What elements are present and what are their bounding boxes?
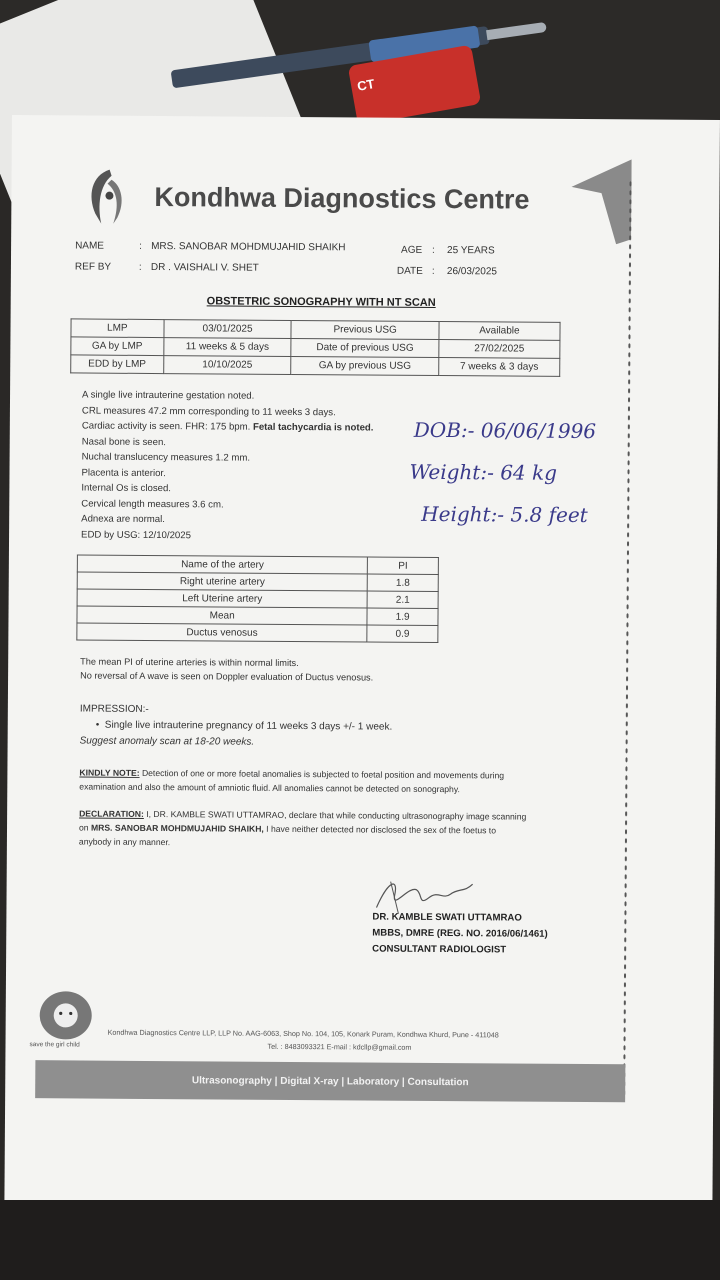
desk-background-bottom [0,1200,720,1280]
footer-address: Kondhwa Diagnostics Centre LLP, LLP No. AAG-6063, Shop No. 104, 105, Konark Puram, Kondhwa Khurd, Pune - 411048 [107,1027,499,1040]
impression-section [80,701,393,751]
pen-tip [486,22,547,40]
doppler-notes [80,654,373,684]
kindly-note [79,765,504,796]
declaration-text-3: anybody in any manner. [78,836,171,848]
table-cell: 03/01/2025 [164,320,292,339]
table-cell: LMP [71,319,164,338]
artery-name: Right uterine artery [77,572,367,591]
impression-text: Single live intrauterine pregnancy of 11 weeks 3 days +/- 1 week. [104,719,393,733]
bullet-icon: • [95,719,105,731]
referring-doctor: DR . VAISHALI V. SHET [150,261,259,274]
ref-colon: : [138,261,142,273]
patient-age: 25 YEARS [447,245,495,257]
kindly-note-label: KINDLY NOTE: [79,767,140,778]
kindly-note-text: Detection of one or more foetal anomalies is subjected to foetal position and movements during [139,767,505,781]
finding-line: Cervical length measures 3.6 cm. [81,497,224,510]
table-row [71,355,560,376]
footer-services: Ultrasonography | Digital X-ray | Laboratory | Consultation [191,1074,469,1088]
findings-list [81,387,374,544]
artery-column-header: Name of the artery [77,555,367,574]
pi-column-header: PI [368,557,439,574]
signatory-block [372,910,548,959]
finding-line: Nuchal translucency measures 1.2 mm. [81,451,251,464]
artery-pi: 1.8 [367,574,438,591]
tachycardia-text: Fetal tachycardia is noted. [252,421,374,434]
finding-line: Internal Os is closed. [81,482,172,495]
report-date: 26/03/2025 [446,266,498,278]
cardiac-text: Cardiac activity is seen. FHR: 175 bpm. [81,420,254,433]
handwritten-dob: DOB:- 06/06/1996 [413,417,597,444]
finding-line: Placenta is anterior. [81,466,166,479]
table-cell: Available [439,321,560,340]
ref-label: REF BY [74,261,112,273]
artery-pi: 1.9 [367,608,438,625]
table-cell: GA by previous USG [291,356,438,375]
handwritten-height: Height:- 5.8 feet [421,501,588,528]
table-row [77,623,438,643]
patient-name: MRS. SANOBAR MOHDMUJAHID SHAIKH [151,240,346,254]
artery-pi: 0.9 [367,625,438,642]
artery-pi: 2.1 [367,591,438,608]
impression-label: IMPRESSION:- [79,703,149,715]
date-label: DATE [396,265,423,277]
declaration-patient: MRS. SANOBAR MOHDMUJAHID SHAIKH, [90,822,264,834]
artery-pi-table [76,554,439,643]
artery-name: Left Uterine artery [77,589,367,608]
note-line: No reversal of A wave is seen on Doppler evaluation of Ductus venosus. [80,670,374,683]
table-cell: 11 weeks & 5 days [163,338,291,357]
finding-line: A single live intrauterine gestation noted. [82,389,255,402]
table-cell: GA by LMP [71,337,164,356]
name-label: NAME [75,240,105,252]
finding-line: EDD by USG: 12/10/2025 [81,528,191,541]
cardiac-finding [82,418,374,436]
artery-name: Ductus venosus [77,623,367,642]
footer-contact: Tel. : 8483093321 E-mail : kdcllp@gmail.com [267,1041,412,1052]
clinic-logo-icon [81,165,137,227]
declaration-label: DECLARATION: [79,808,144,819]
clinic-name: Kondhwa Diagnostics Centre [154,181,530,215]
table-cell: Date of previous USG [291,338,438,357]
handwritten-weight: Weight:- 64 kg [409,459,558,485]
footer-services-bar [35,1060,625,1102]
declaration-on: on [78,822,92,833]
artery-name: Mean [77,606,367,625]
finding-line: Nasal bone is seen. [81,435,167,448]
age-label: AGE [401,244,423,256]
declaration [79,806,526,851]
kindly-note-text-2: examination and also the amount of amniotic fluid. All anomalies cannot be detected on sonography. [79,781,460,795]
cap-label: CT [356,76,376,94]
finding-line: CRL measures 47.2 mm corresponding to 11 weeks 3 days. [81,404,336,418]
name-colon: : [139,240,142,252]
table-cell: Previous USG [291,320,438,339]
report-title: OBSTETRIC SONOGRAPHY WITH NT SCAN [206,295,436,309]
age-colon: : [432,244,435,256]
signatory-name: DR. KAMBLE SWATI UTTAMRAO [372,911,522,924]
declaration-text: I, DR. KAMBLE SWATI UTTAMRAO, declare that while conducting ultrasonography image scanning [143,808,527,822]
declaration-text-2: I have neither detected nor disclosed the sex of the foetus to [263,823,497,836]
table-cell: EDD by LMP [71,355,164,374]
corner-decoration-icon [571,159,632,244]
report-sheet [4,115,720,1220]
signatory-role: CONSULTANT RADIOLOGIST [372,943,507,956]
table-cell: 27/02/2025 [439,339,560,358]
pregnancy-dates-table [70,318,560,376]
table-cell: 7 weeks & 3 days [439,357,560,376]
suggestion-text: Suggest anomaly scan at 18-20 weeks. [79,735,255,748]
date-colon: : [431,265,435,277]
dotted-border [622,179,632,1099]
note-line: The mean PI of uterine arteries is within normal limits. [80,656,299,669]
finding-line: Adnexa are normal. [81,513,165,526]
save-girl-child-label: save the girl child [29,1041,80,1049]
table-cell: 10/10/2025 [163,356,291,375]
signatory-qualification: MBBS, DMRE (REG. NO. 2016/06/1461) [372,927,548,940]
